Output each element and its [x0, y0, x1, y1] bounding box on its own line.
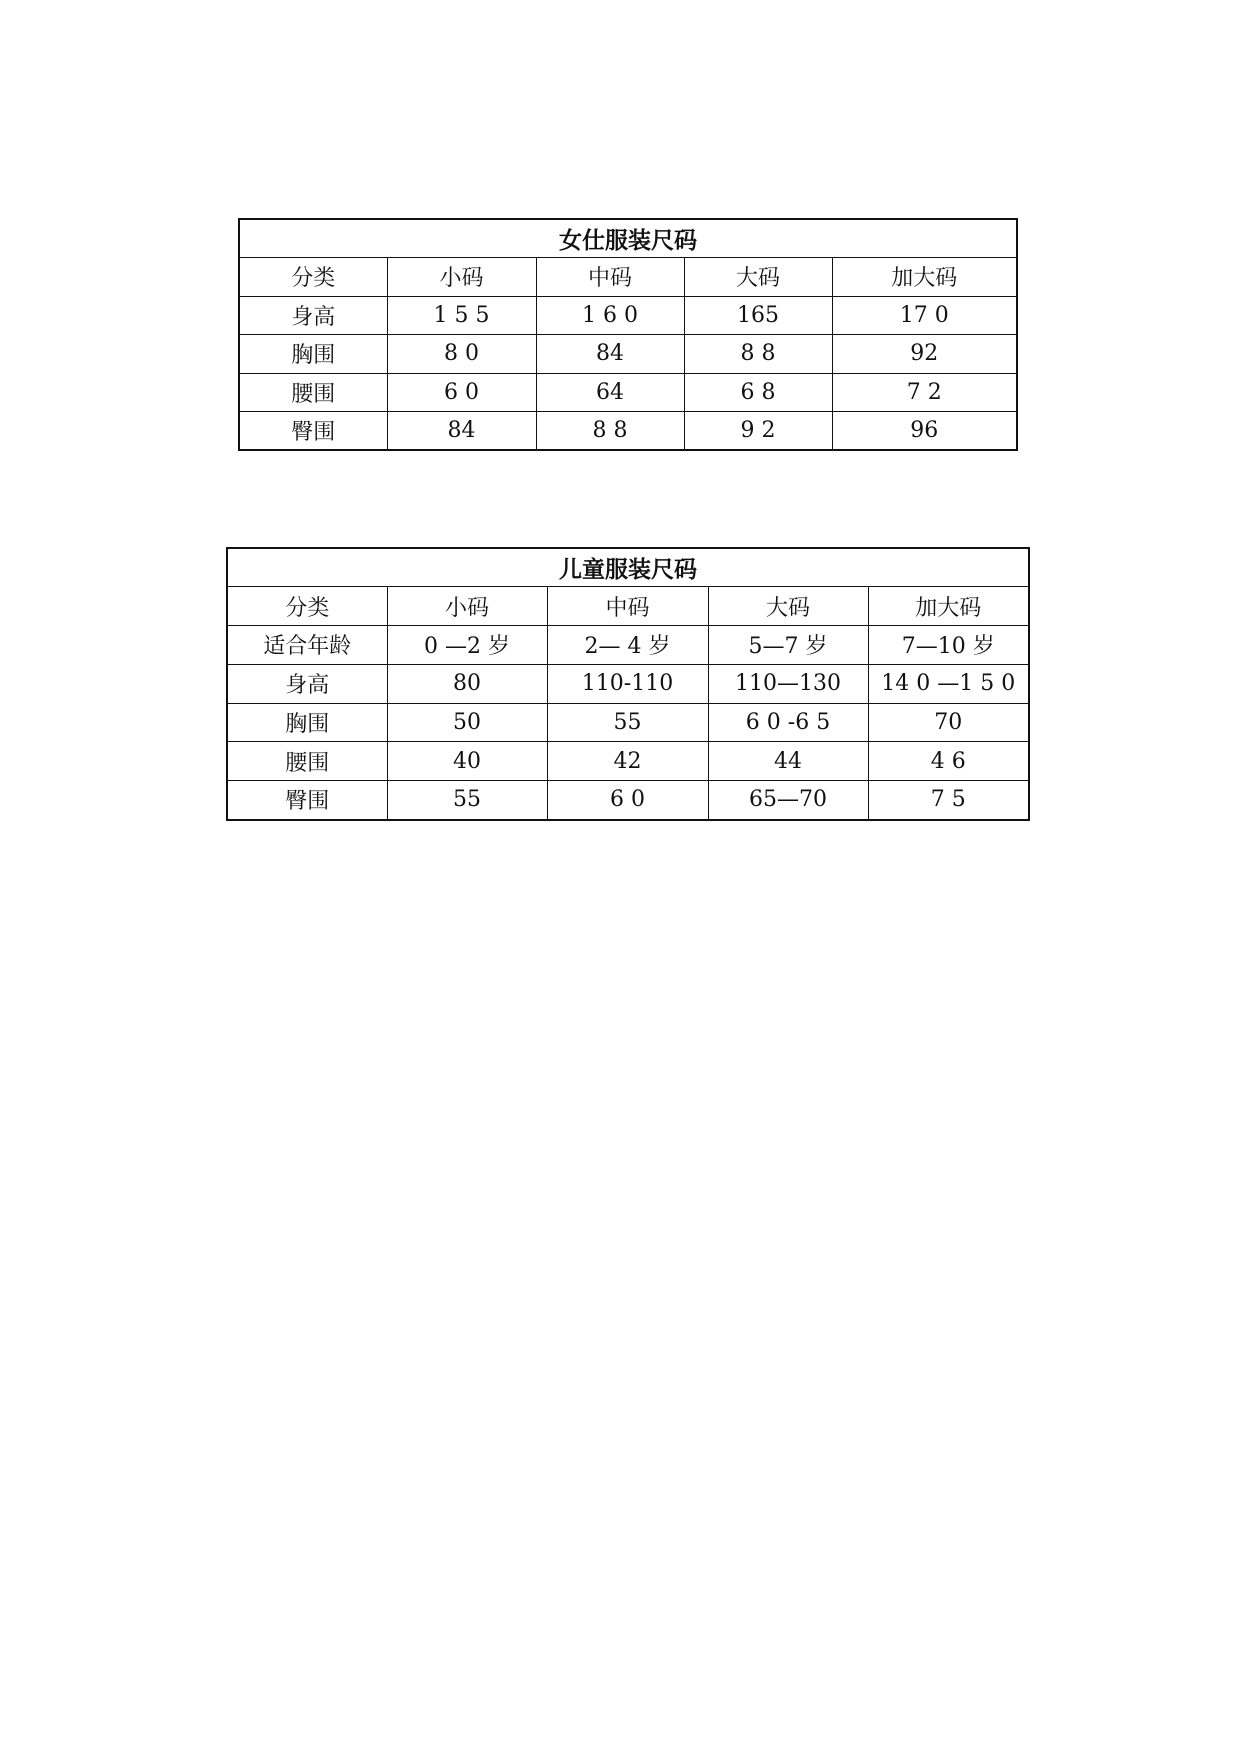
- table-cell: 4 6: [868, 742, 1029, 781]
- table-cell: 64: [536, 373, 684, 412]
- table-header-row: [227, 587, 1029, 626]
- table-cell: 14 0 —1 5 0: [868, 664, 1029, 703]
- row-label: 腰围: [227, 742, 387, 781]
- header-cell: 大码: [684, 258, 832, 297]
- row-label: 胸围: [239, 335, 387, 374]
- table-row: [227, 703, 1029, 742]
- table-title-row: [239, 219, 1017, 258]
- row-label: 臀围: [239, 412, 387, 451]
- header-cell: 加大码: [868, 587, 1029, 626]
- row-label: 适合年龄: [227, 626, 387, 665]
- table-cell: 92: [832, 335, 1017, 374]
- header-cell: 大码: [708, 587, 868, 626]
- table-cell: 42: [547, 742, 708, 781]
- table-cell: 110—130: [708, 664, 868, 703]
- table-title: 儿童服装尺码: [227, 548, 1029, 587]
- header-cell: 中码: [536, 258, 684, 297]
- table-cell: 84: [536, 335, 684, 374]
- header-cell: 小码: [387, 258, 536, 297]
- row-label: 身高: [239, 296, 387, 335]
- table-row: [227, 781, 1029, 820]
- table-cell: 8 8: [684, 335, 832, 374]
- table-cell: 6 0: [387, 373, 536, 412]
- table-cell: 50: [387, 703, 547, 742]
- table-cell: 55: [547, 703, 708, 742]
- table-cell: 17 0: [832, 296, 1017, 335]
- table-cell: 6 0 -6 5: [708, 703, 868, 742]
- table-row: [239, 373, 1017, 412]
- table-cell: 40: [387, 742, 547, 781]
- header-cell: 分类: [239, 258, 387, 297]
- row-label: 胸围: [227, 703, 387, 742]
- table-cell: 80: [387, 664, 547, 703]
- header-cell: 加大码: [832, 258, 1017, 297]
- table-row: [239, 412, 1017, 451]
- table-cell: 65—70: [708, 781, 868, 820]
- table-cell: 8 0: [387, 335, 536, 374]
- table-row: [227, 626, 1029, 665]
- table-title: 女仕服装尺码: [239, 219, 1017, 258]
- header-cell: 分类: [227, 587, 387, 626]
- kids-size-table: [226, 547, 1030, 821]
- table-row: [227, 664, 1029, 703]
- table-cell: 110-110: [547, 664, 708, 703]
- table-cell: 0 —2 岁: [387, 626, 547, 665]
- table-cell: 5—7 岁: [708, 626, 868, 665]
- table-cell: 55: [387, 781, 547, 820]
- header-cell: 中码: [547, 587, 708, 626]
- table-cell: 7 5: [868, 781, 1029, 820]
- table-row: [239, 296, 1017, 335]
- table-row: [227, 742, 1029, 781]
- row-label: 臀围: [227, 781, 387, 820]
- table-cell: 165: [684, 296, 832, 335]
- table-cell: 96: [832, 412, 1017, 451]
- table-header-row: [239, 258, 1017, 297]
- women-size-table: [238, 218, 1018, 451]
- table-cell: 6 8: [684, 373, 832, 412]
- table-cell: 1 5 5: [387, 296, 536, 335]
- table-cell: 9 2: [684, 412, 832, 451]
- table-cell: 6 0: [547, 781, 708, 820]
- row-label: 腰围: [239, 373, 387, 412]
- table-cell: 1 6 0: [536, 296, 684, 335]
- row-label: 身高: [227, 664, 387, 703]
- table-title-row: [227, 548, 1029, 587]
- table-cell: 7 2: [832, 373, 1017, 412]
- table-cell: 84: [387, 412, 536, 451]
- table-cell: 7—10 岁: [868, 626, 1029, 665]
- table-cell: 2— 4 岁: [547, 626, 708, 665]
- table-row: [239, 335, 1017, 374]
- header-cell: 小码: [387, 587, 547, 626]
- table-cell: 44: [708, 742, 868, 781]
- table-cell: 70: [868, 703, 1029, 742]
- table-cell: 8 8: [536, 412, 684, 451]
